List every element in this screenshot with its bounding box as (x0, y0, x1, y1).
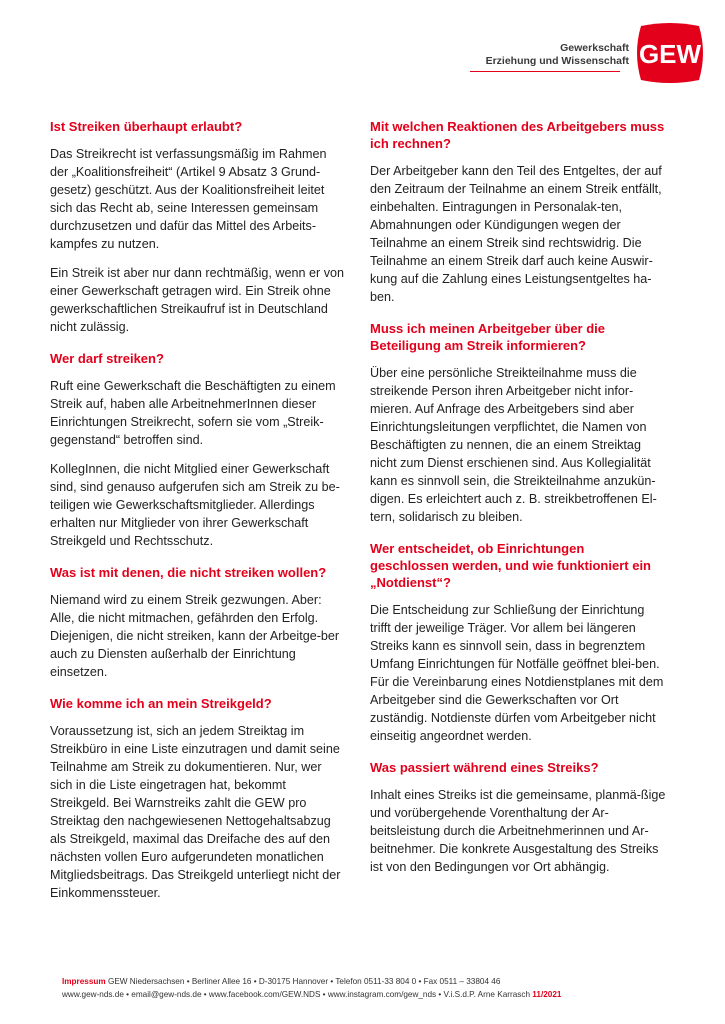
footer-links: www.gew-nds.de • email@gew-nds.de • www.facebook.com/GEW.NDS • www.instagram.com/gew_nds • V.i.S.d.P. Arne Karrasch (62, 990, 531, 999)
section-notdienst (370, 540, 666, 745)
section-wer-darf-streiken (50, 350, 346, 550)
right-column (370, 118, 666, 890)
left-column (50, 118, 346, 916)
paragraph: Das Streikrecht ist verfassungsmäßig im Rahmen der „Koalitionsfreiheit“ (Artikel 9 Absatz 3 Grund-gesetz) geschützt. Aus der Koalitionsfreiheit leitet sich das Recht ab, seine Interessen gemeinsam durchzusetzen und dafür das Mittel des Arbeits-kampfes zu nutzen. (50, 147, 327, 251)
section-arbeitgeber-informieren (370, 320, 666, 526)
paragraph: Die Entscheidung zur Schließung der Einrichtung trifft der jeweilige Träger. Vor allem bei längeren Streiks kann es sinnvoll sein, dass in begrenztem Umfang Einrichtungen für Notfälle geöffnet blei-ben. Für die Vereinbarung eines Notdienstplanes mit dem Arbeitgeber sind die Gewerkschaften vor Ort zuständig. Notdienste dürfen vom Arbeitgeber nicht einseitig angeordnet werden. (370, 603, 664, 743)
gew-logo-icon (633, 22, 707, 84)
section-heading: Wer darf streiken? (50, 351, 164, 366)
paragraph: Voraussetzung ist, sich an jedem Streiktag im Streikbüro in eine Liste einzutragen und damit seine Teilnahme am Streik zu dokumentieren. Nur, wer sich in die Liste eingetragen hat, bekommt Streikgeld. Bei Warnstreiks zahlt die GEW pro Streiktag den nachgewiesenen Nettogehaltsabzug als Streikgeld, maximal das Dreifache des auf den nächsten vollen Euro aufgerundeten monatlichen Mitgliedsbeitrags. Das Streikgeld unterliegt nicht der Einkommenssteuer. (50, 724, 341, 900)
logo-mark-text: GEW (638, 39, 702, 69)
impressum-label: Impressum (62, 977, 106, 986)
section-heading: Mit welchen Reaktionen des Arbeitgebers muss ich rechnen? (370, 119, 665, 151)
paragraph: Ruft eine Gewerkschaft die Beschäftigten zu einem Streik auf, haben alle ArbeitnehmerInnen dieser Einrichtungen Streikrecht, sofern sie vom „Streik-gegenstand“ betroffen sind. (50, 379, 336, 447)
paragraph: Über eine persönliche Streikteilnahme muss die streikende Person ihren Arbeitgeber nicht infor-mieren. Auf Anfrage des Arbeitgebers sind aber Einrichtungsleitungen verpflichtet, die Namen von Beschäftigten zu nennen, die an einem Streiktag nicht zum Dienst erschienen sind. Aus Kollegialität kann es sinnvoll sein, die Streikteilnahme anzukün-digen. Es erleichtert auch z. B. streikbetroffenen El-tern, solidarisch zu bleiben. (370, 366, 657, 524)
paragraph: Niemand wird zu einem Streik gezwungen. Aber: Alle, die nicht mitmachen, gefährden den Erfolg. Diejenigen, die nicht streiken, kann der Arbeitge-ber auch zu Diensten außerhalb der Einrichtung einsetzen. (50, 593, 340, 679)
logo-line-1: Gewerkschaft (560, 42, 629, 54)
paragraph: KollegInnen, die nicht Mitglied einer Gewerkschaft sind, sind genauso aufgerufen sich am Streik zu be-teiligen wie Gewerkschaftsmitglieder. Allerdings erhalten nur Mitglieder von ihrer Gewerkschaft Streikgeld und Rechtsschutz. (50, 462, 340, 548)
section-heading: Wie komme ich an mein Streikgeld? (50, 696, 272, 711)
paragraph: Der Arbeitgeber kann den Teil des Entgeltes, der auf den Zeitraum der Teilnahme an einem Streik entfällt, einbehalten. Eintragungen in Personalak-ten, Abmahnungen oder Kündigungen wegen der Teilnahme an einem Streik sind rechtswidrig. Die Teilnahme an einem Streik darf auch keine Auswir-kung auf die Zahlung eines Leistungsentgeltes ha-ben. (370, 164, 662, 304)
section-heading: Was ist mit denen, die nicht streiken wollen? (50, 565, 327, 580)
section-streiken-erlaubt (50, 118, 346, 336)
section-heading: Muss ich meinen Arbeitgeber über die Beteiligung am Streik informieren? (370, 321, 606, 353)
logo-text (486, 42, 629, 68)
footer-date: 11/2021 (532, 990, 562, 999)
section-heading: Wer entscheidet, ob Einrichtungen geschlossen werden, und wie funktioniert ein „Notdienst“? (370, 541, 651, 590)
section-streikgeld (50, 695, 346, 902)
footer (62, 975, 662, 1001)
paragraph: Inhalt eines Streiks ist die gemeinsame, planmä-ßige und vorübergehende Vorenthaltung der Ar-beitsleistung durch die Arbeitnehmerinnen und Ar-beitnehmer. Die konkrete Ausgestaltung des Streiks ist von den Bedingungen vor Ort abhängig. (370, 788, 666, 874)
section-nicht-streiken (50, 564, 346, 681)
footer-line-2 (62, 988, 662, 1001)
section-heading: Was passiert während eines Streiks? (370, 760, 599, 775)
logo-line-2: Erziehung und Wissenschaft (485, 55, 629, 67)
logo-rule (470, 71, 620, 72)
footer-address: GEW Niedersachsen • Berliner Allee 16 • D-30175 Hannover • Telefon 0511-33 804 0 • Fax 0511 – 33804 46 (107, 977, 501, 986)
footer-line-1 (62, 975, 662, 988)
section-reaktionen-arbeitgeber (370, 118, 666, 306)
section-waehrend-streik (370, 759, 666, 876)
paragraph: Ein Streik ist aber nur dann rechtmäßig, wenn er von einer Gewerkschaft getragen wird. Ein Streik ohne gewerkschaftlichen Streikaufruf ist in Deutschland nicht zulässig. (50, 266, 344, 334)
section-heading: Ist Streiken überhaupt erlaubt? (50, 119, 243, 134)
